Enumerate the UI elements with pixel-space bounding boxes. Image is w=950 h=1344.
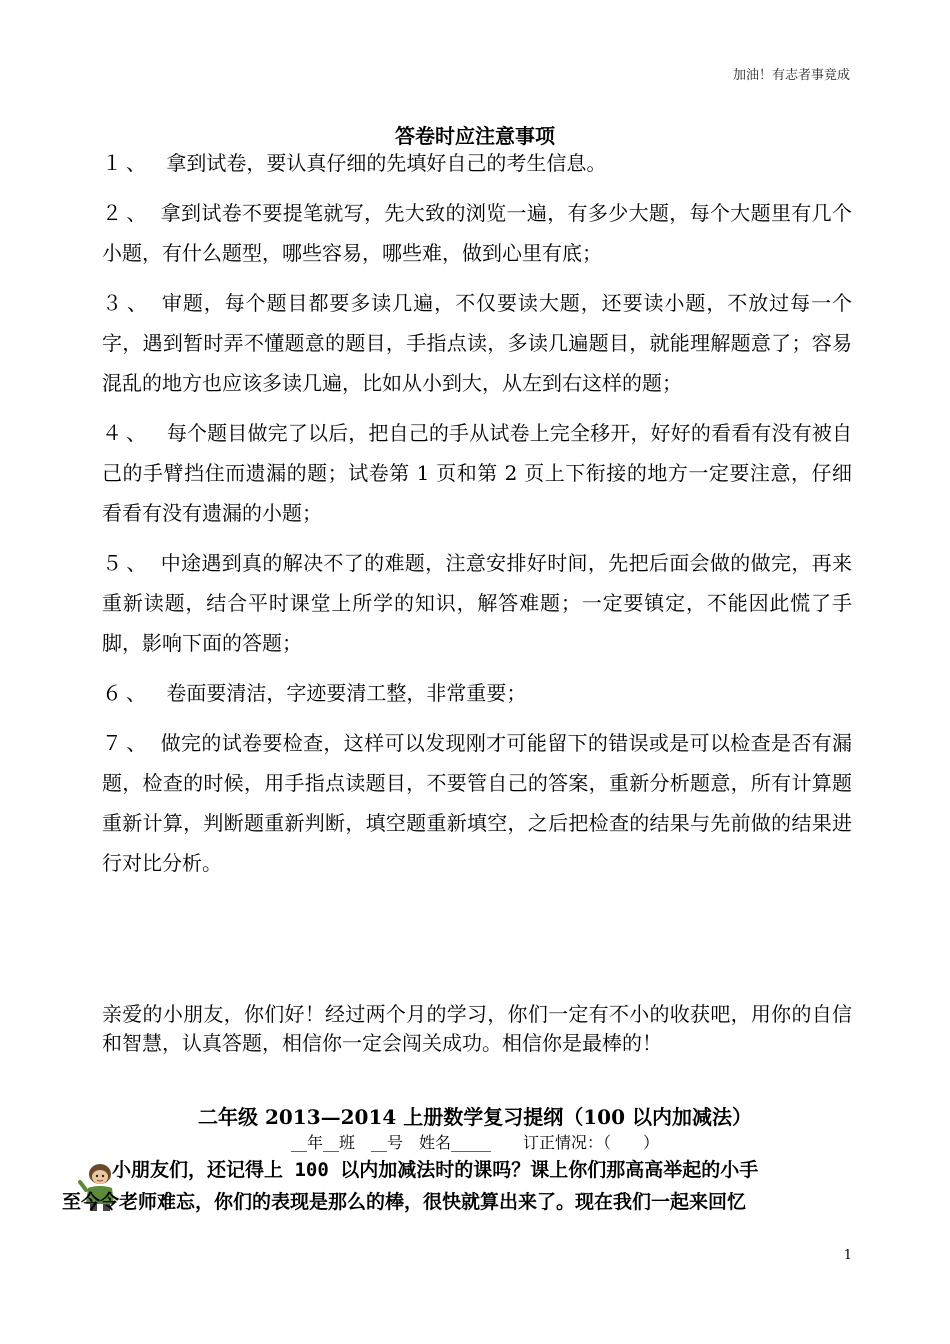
review-intro — [62, 1154, 857, 1218]
note-item — [102, 283, 852, 403]
greeting-paragraph: 亲爱的小朋友，你们好！经过两个月的学习，你们一定有不小的收获吧，用你的自信和智慧，认真答题，相信你一定会闯关成功。相信你是最棒的！ — [102, 1002, 852, 1055]
note-number: ７、 — [102, 731, 151, 755]
note-item — [102, 673, 852, 713]
note-item — [102, 723, 852, 883]
header-motto: 加油！有志者事竟成 — [732, 68, 850, 83]
note-item — [102, 193, 852, 273]
note-number: １、 — [102, 151, 150, 175]
note-number: ５、 — [102, 551, 151, 575]
notes-list — [102, 143, 852, 883]
review-title: 二年级 2013—2014 上册数学复习提纲（100 以内加减法） — [198, 1105, 752, 1129]
note-number: ６、 — [102, 681, 150, 705]
notes-title: 答卷时应注意事项 — [395, 124, 555, 148]
note-text: 拿到试卷不要提笔就写，先大致的浏览一遍，有多少大题，每个大题里有几个小题，有什么题型，哪些容易，哪些难，做到心里有底； — [102, 201, 853, 265]
note-item — [102, 143, 852, 183]
note-text: 卷面要清洁，字迹要清工整，非常重要； — [160, 681, 527, 705]
student-info-line: __年__班 __号 姓名_____ 订正情况：（ ） — [290, 1133, 659, 1152]
page-number: 1 — [843, 1248, 852, 1263]
intro-line: 至今令老师难忘，你们的表现是那么的棒，很快就算出来了。现在我们一起来回忆 — [62, 1191, 747, 1213]
note-item — [102, 543, 852, 663]
note-number: ２、 — [102, 201, 151, 225]
note-text: 每个题目做完了以后，把自己的手从试卷上完全移开，好好的看看有没有被自己的手臂挡住而遗漏的题；试卷第 1 页和第 2 页上下衔接的地方一定要注意，仔细看看有没有遗漏的小题； — [102, 421, 853, 525]
note-item — [102, 413, 852, 533]
note-text: 做完的试卷要检查，这样可以发现刚才可能留下的错误或是可以检查是否有漏题，检查的时候，用手指点读题目，不要管自己的答案，重新分析题意，所有计算题重新计算，判断题重新判断，填空题重新填空，之后把检查的结果与先前做的结果进行对比分析。 — [102, 731, 853, 875]
note-number: ４、 — [102, 421, 151, 445]
note-text: 拿到试卷，要认真仔细的先填好自己的考生信息。 — [160, 151, 607, 175]
note-number: ３、 — [102, 291, 152, 315]
note-text: 审题，每个题目都要多读几遍，不仅要读大题，还要读小题，不放过每一个字，遇到暂时弄不懂题意的题目，手指点读，多读几遍题目，就能理解题意了；容易混乱的地方也应该多读几遍，比如从小到大，从左到右这样的题； — [102, 291, 853, 395]
note-text: 中途遇到真的解决不了的难题，注意安排好时间，先把后面会做的做完，再来重新读题，结合平时课堂上所学的知识，解答难题；一定要镇定，不能因此慌了手脚，影响下面的答题； — [102, 551, 853, 655]
intro-line: 小朋友们，还记得上 100 以内加减法时的课吗？课上你们那高高举起的小手 — [112, 1159, 759, 1181]
